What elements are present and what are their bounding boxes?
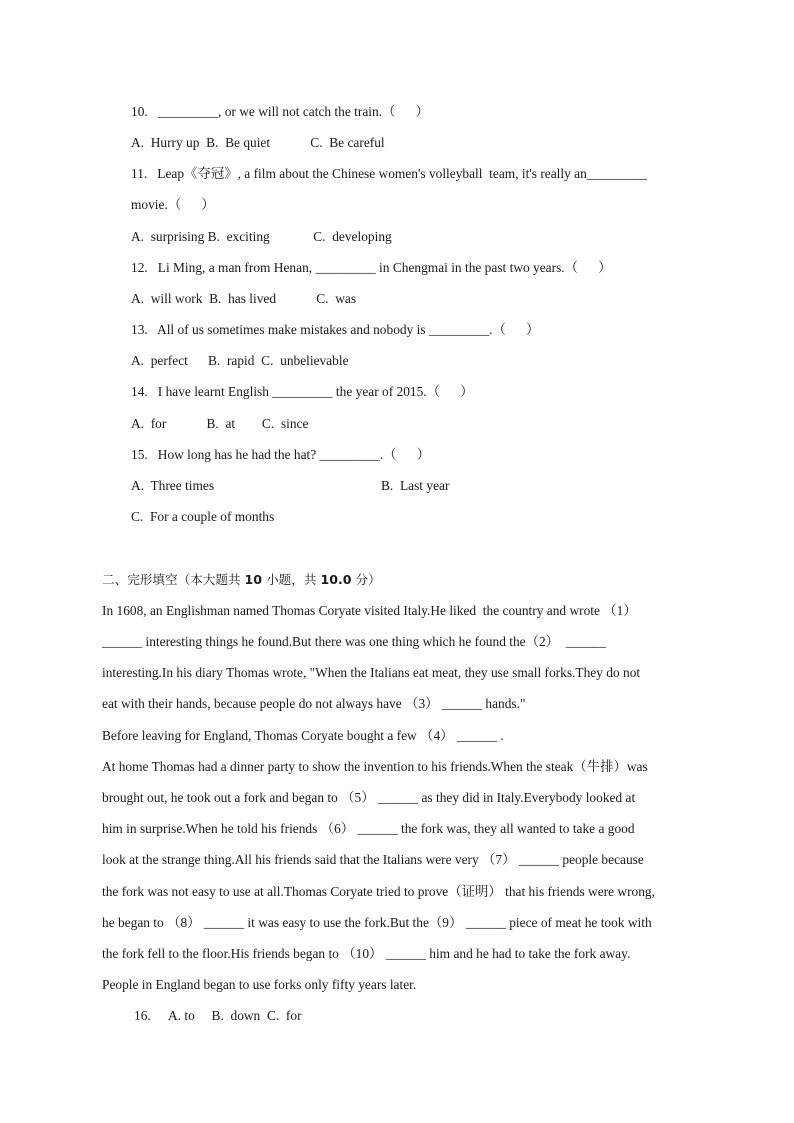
passage-line: look at the strange thing.All his friends said that the Italians were very （7） ______ people because [102,852,644,867]
heading-count: 10 [244,572,263,587]
options-q13: A. perfect B. rapid C. unbelievable [131,353,349,368]
question-15: 15. How long has he had the hat? _________.（ ） [131,447,431,462]
options-q15-b: B. Last year [381,478,450,493]
passage-line: ______ interesting things he found.But there was one thing which he found the（2） ______ [102,634,606,649]
options-q16: A. to B. down C. for [168,1008,302,1023]
passage-line: eat with their hands, because people do not always have （3） ______ hands." [102,696,526,711]
question-13: 13. All of us sometimes make mistakes and nobody is _________.（ ） [131,322,540,337]
passage-line: interesting.In his diary Thomas wrote, "When the Italians eat meat, they use small forks.They do not [102,665,641,680]
options-q10: A. Hurry up B. Be quiet C. Be careful [131,135,385,150]
options-q15-c: C. For a couple of months [131,509,275,524]
passage-line: People in England began to use forks only fifty years later. [102,977,417,992]
options-q15-a: A. Three times [131,478,215,493]
question-11-cont: movie.（ ） [131,197,215,212]
passage-line: brought out, he took out a fork and began to （5） ______ as they did in Italy.Everybody looked at [102,790,636,805]
passage-line: In 1608, an Englishman named Thomas Coryate visited Italy.He liked the country and wrote （1） [102,603,637,618]
passage-line: he began to （8） ______ it was easy to use the fork.But the（9） ______ piece of meat he took with [102,915,652,930]
passage-line: At home Thomas had a dinner party to show the invention to his friends.When the steak（牛排）was [102,759,648,774]
options-q11: A. surprising B. exciting C. developing [131,229,392,244]
passage-line: the fork was not easy to use at all.Thomas Coryate tried to prove（证明） that his friends were wrong, [102,884,655,899]
heading-points: 10.0 [320,572,352,587]
passage-line: him in surprise.When he told his friends （6） ______ the fork was, they all wanted to take a good [102,821,635,836]
options-q12: A. will work B. has lived C. was [131,291,357,306]
options-q14: A. for B. at C. since [131,416,309,431]
passage-line: the fork fell to the floor.His friends began to （10） ______ him and he had to take the fork away. [102,946,631,961]
section-heading: 二、完形填空（本大题共 10 小题，共 10.0 分） [102,572,381,587]
passage-line: Before leaving for England, Thomas Coryate bought a few （4） ______ . [102,728,504,743]
question-16-label: 16. [134,1008,151,1023]
question-10: 10. _________, or we will not catch the train.（ ） [131,104,429,119]
question-11: 11. Leap《夺冠》, a film about the Chinese women's volleyball team, it's really an_________ [131,166,648,181]
question-14: 14. I have learnt English _________ the year of 2015.（ ） [131,384,474,399]
question-12: 12. Li Ming, a man from Henan, _________ in Chengmai in the past two years.（ ） [131,260,612,275]
